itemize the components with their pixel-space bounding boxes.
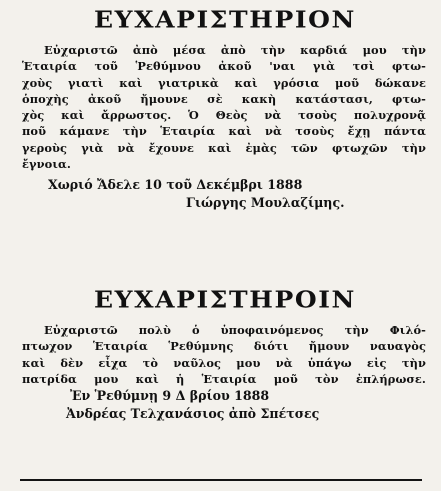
notice-2-line-1: Εὐχαριστῶ πολὺ ὁ ὑποφαινόμενος τὴν Φιλό- bbox=[44, 323, 426, 337]
notice-1-line-1: Εὐχαριστῶ ἀπὸ μέσα ἀπὸ τὴν καρδιά μου τὴν bbox=[44, 43, 426, 57]
notice-2-line-4: πατρίδα μου καὶ ἡ Ἑταιρία μοῦ τὸν ἐπλήρωσε. bbox=[22, 371, 426, 386]
notice-2-line-3: καὶ δὲν εἶχα τὸ ναῦλος μου νὰ ὑπάγω εἰς τὴν bbox=[22, 355, 426, 370]
notice-2-place-date: Ἐν Ῥεθύμνῃ 9 Δ βρίου 1888 bbox=[70, 388, 270, 404]
notice-1-line-4: ὁποχὴς ἀκοῦ ἤμουνε σὲ κακὴ κατάστασι, φτω- bbox=[22, 91, 426, 106]
notice-1-heading: ΕΥΧΑΡΙΣΤΗΡΙΟΝ bbox=[93, 6, 356, 33]
thank-you-notice-1 bbox=[18, 6, 432, 212]
notice-1-signature: Γιώργης Μουλαζίμης. bbox=[186, 195, 345, 211]
column-divider-rule bbox=[20, 479, 422, 481]
notice-2-body bbox=[18, 322, 432, 387]
notice-2-signature: Ἀνδρέας Τελχανάσιος ἀπὸ Σπέτσες bbox=[66, 406, 320, 422]
notice-1-line-5: χὸς καὶ ἄρρωστος. Ὁ Θεὸς νὰ τσοὺς πολυχρονᾷ bbox=[22, 108, 426, 123]
thank-you-notice-2 bbox=[18, 286, 432, 423]
notice-1-line-2: Ἑταιρία τοῦ Ῥεθύμνου ἀκοῦ 'ναι γιὰ τσὶ φτω- bbox=[22, 59, 426, 74]
notice-1-body bbox=[18, 42, 432, 172]
notice-2-heading: ΕΥΧΑΡΙΣΤΗΡΟΙΝ bbox=[93, 286, 356, 313]
notice-1-line-6: ποῦ κάμανε τὴν Ἑταιρία καὶ νὰ τσοὺς ἔχῃ πάντα bbox=[22, 124, 426, 139]
notice-1-line-8: ἔγνοια. bbox=[22, 157, 71, 172]
notice-1-line-7: γεροὺς γιὰ νὰ ἔχουνε καὶ ἐμὰς τῶν φτωχῶν τὴν bbox=[22, 140, 426, 155]
notice-1-place-date: Χωριό Ἄδελε 10 τοῦ Δεκέμβρι 1888 bbox=[48, 177, 303, 193]
notice-2-line-2: πτωχον Ἑταιρία Ῥεθύμνης διότι ἤμουν ναυαγὸς bbox=[22, 339, 426, 354]
notice-1-line-3: χοὺς γιατὶ καὶ γιατρικὰ καὶ γρόσια μοῦ δώκανε bbox=[22, 75, 426, 90]
